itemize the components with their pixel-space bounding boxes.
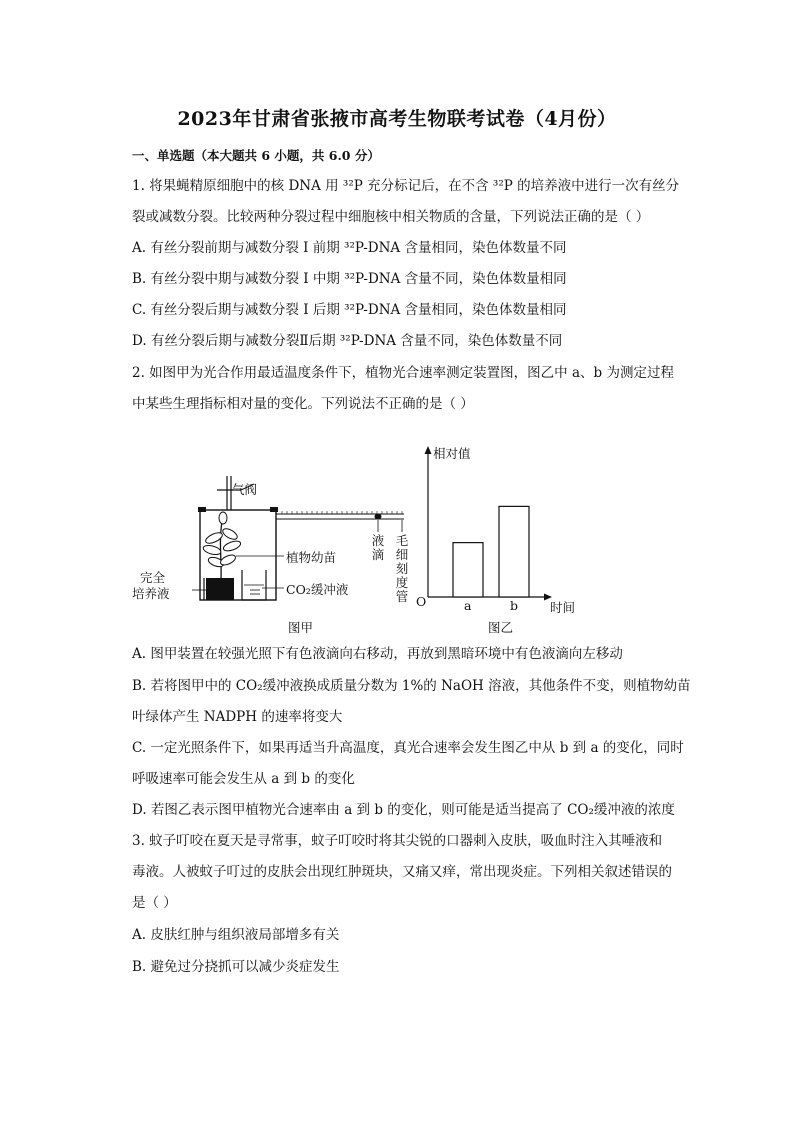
caption-yi: 图乙 <box>488 620 514 635</box>
chart-bar-a <box>453 543 483 597</box>
chart-axes <box>425 446 553 601</box>
q3-stem-line2: 毒液。人被蚊子叮过的皮肤会出现红肿斑块，又痛又痒，常出现炎症。下列相关叙述错误的 <box>132 864 672 880</box>
q2-option-c-line2: 呼吸速率可能会发生从 a 到 b 的变化 <box>132 771 355 787</box>
q1-stem-line1: 1. 将果蝇精原细胞中的核 DNA 用 ³²P 充分标记后，在不含 ³²P 的培养液中进行一次有丝分 <box>132 178 680 194</box>
q2-option-d[interactable]: D. 若图乙表示图甲植物光合速率由 a 到 b 的变化，则可能是适当提高了 CO₂缓冲液的浓度 <box>132 802 675 818</box>
q1-option-d[interactable]: D. 有丝分裂后期与减数分裂Ⅱ后期 ³²P-DNA 含量不同，染色体数量不同 <box>132 333 563 349</box>
q2-option-a[interactable]: A. 图甲装置在较强光照下有色液滴向右移动，再放到黑暗环境中有色液滴向左移动 <box>132 646 623 662</box>
chart-y-axis-label: 相对值 <box>433 446 471 461</box>
label-seedling: 植物幼苗 <box>286 550 337 565</box>
q1-option-c[interactable]: C. 有丝分裂后期与减数分裂 I 后期 ³²P-DNA 含量相同，染色体数量相同 <box>132 302 567 318</box>
label-valve: 气阀 <box>232 482 258 497</box>
chart-category-label-b: b <box>510 598 519 613</box>
label-culture-line1: 完全 <box>140 570 166 585</box>
q2-option-c-line1[interactable]: C. 一定光照条件下，如果再适当升高温度，真光合速率会发生图乙中从 b 到 a 的变化，同时 <box>132 740 684 756</box>
q2-stem-line1: 2. 如图甲为光合作用最适温度条件下，植物光合速率测定装置图，图乙中 a、b 为测定过程 <box>132 365 674 381</box>
q2-stem-line2: 中某些生理指标相对量的变化。下列说法不正确的是（ ） <box>132 396 474 412</box>
label-droplet: 液滴 <box>371 533 385 562</box>
chart-x-axis-label: 时间 <box>550 600 576 615</box>
q1-option-a[interactable]: A. 有丝分裂前期与减数分裂 I 前期 ³²P-DNA 含量相同，染色体数量不同 <box>132 240 567 256</box>
chart-origin-label: O <box>416 594 427 609</box>
q3-option-b[interactable]: B. 避免过分挠抓可以减少炎症发生 <box>132 959 340 975</box>
chart-bars <box>453 506 529 597</box>
caption-jia: 图甲 <box>288 620 314 635</box>
chart-bar-b <box>499 506 529 597</box>
chart-category-label-a: a <box>464 598 472 613</box>
label-culture-line2: 培养液 <box>132 586 170 601</box>
section-heading: 一、单选题（本大题共 6 小题，共 6.0 分） <box>132 148 380 163</box>
q3-stem-line1: 3. 蚊子叮咬在夏天是寻常事，蚊子叮咬时将其尖锐的口器刺入皮肤，吸血时注入其唾液和 <box>132 833 663 849</box>
q2-option-b-line1[interactable]: B. 若将图甲中的 CO₂缓冲液换成质量分数为 1%的 NaOH 溶液，其他条件不变，则植物幼苗 <box>132 678 691 694</box>
page-title: 2023年甘肃省张掖市高考生物联考试卷（4月份） <box>177 108 617 130</box>
q3-stem-line3: 是（ ） <box>132 895 177 911</box>
label-buffer: CO₂缓冲液 <box>286 582 349 597</box>
label-capillary: 毛细刻度管 <box>395 533 409 604</box>
figure <box>132 440 662 640</box>
q2-option-b-line2: 叶绿体产生 NADPH 的速率将变大 <box>132 709 343 725</box>
q3-option-a[interactable]: A. 皮肤红肿与组织液局部增多有关 <box>132 927 340 943</box>
q1-stem-line2: 裂或减数分裂。比较两种分裂过程中细胞核中相关物质的含量，下列说法正确的是（ ） <box>132 209 650 225</box>
q1-option-b[interactable]: B. 有丝分裂中期与减数分裂 I 中期 ³²P-DNA 含量不同，染色体数量相同 <box>132 271 567 287</box>
